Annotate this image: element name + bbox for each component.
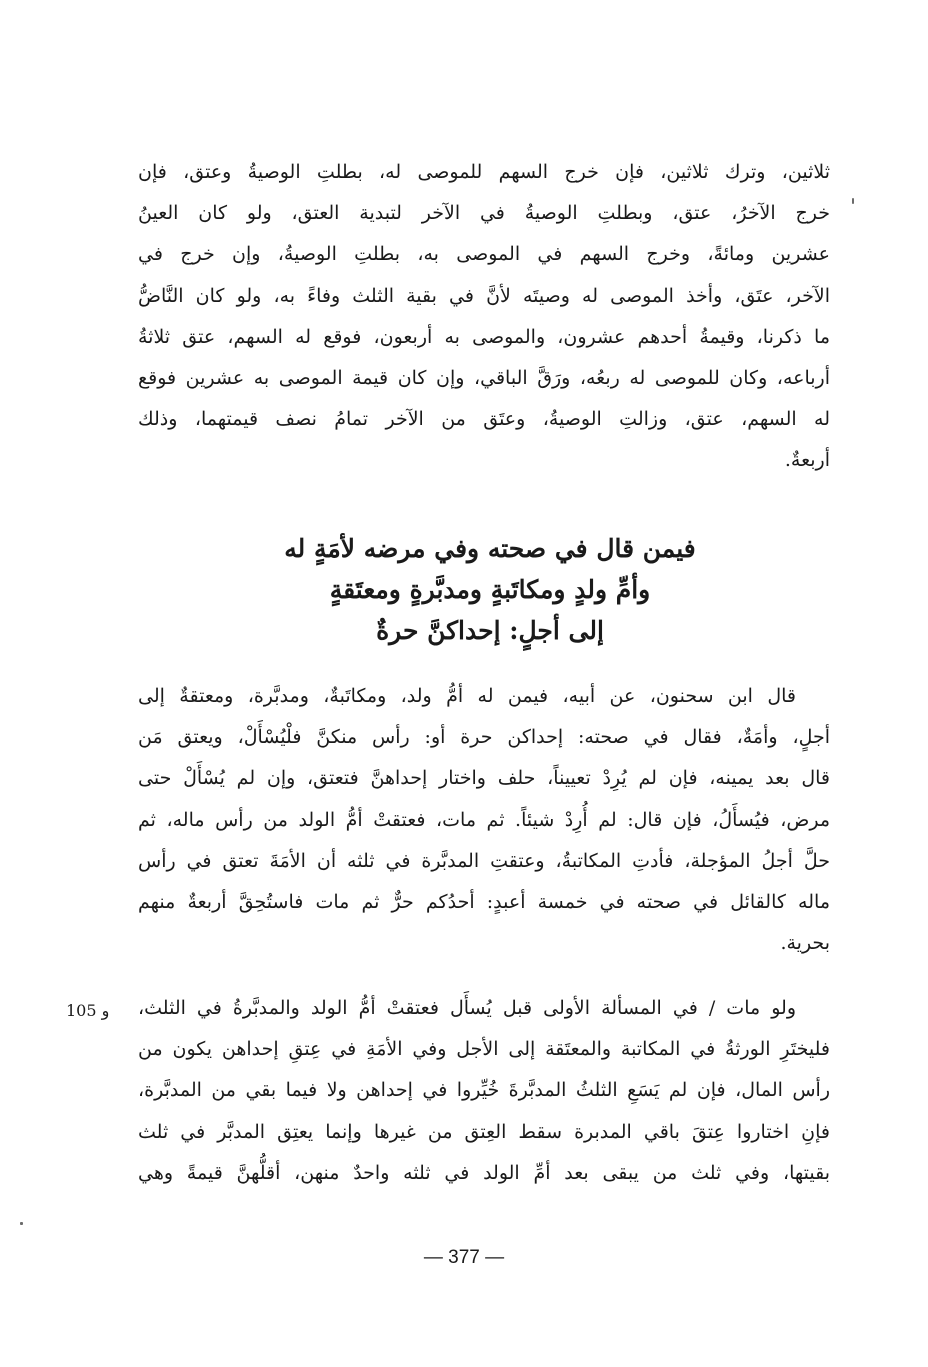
text-line: عشرين ومائةً، وخرج السهم في الموصى به، بطلتِ الوصيةُ، وإن خرج في: [138, 243, 830, 266]
scan-speck: [852, 198, 854, 204]
heading-line: وأمِّ ولدٍ ومكاتَبةٍ ومدبَّرةٍ ومعتَقةٍ: [329, 575, 651, 604]
paragraph-1: [138, 152, 830, 482]
text-line: الآخر، عتَق، وأخذ الموصى له وصيتَه لأنَّ في بقية الثلث وفاءً به، ولو كان النَّاضُّ: [138, 284, 830, 307]
paragraph-3: [138, 988, 830, 1194]
heading-line: فيمن قال في صحته وفي مرضه لأمَةٍ له: [284, 534, 696, 563]
text-line: فليختَرِ الورثةُ في المكاتبة والمعتَقة إلى الأجل وفي الأمَةِ في عِتقِ إحداهن يكون من: [138, 1038, 830, 1061]
text-line: أجلٍ، وأمَةٌ، فقال في صحته: إحداكن حرة أو: رأس منكنَّ فلْيُسْأَلْ، ويعتق مَن: [138, 726, 830, 749]
text-line: أربعةٌ.: [784, 449, 830, 472]
text-line: خرج الآخرُ، عتق، وبطلتِ الوصيةُ في الآخر لتبدية العتق، ولو كان العينُ: [138, 202, 830, 225]
scan-speck: [20, 1222, 23, 1225]
heading-line: إلى أجلٍ: إحداكنَّ حرةٌ: [376, 616, 604, 645]
text-line: ما ذكرنا، وقيمةُ أحدهم عشرون، والموصى به أربعون، فوقع له السهم، عتق ثلاثةُ: [138, 325, 830, 348]
text-line: أرباعه، وكان للموصى له ربعُه، ورَقَّ الباقي، وإن كان قيمة الموصى به عشرين فوقع: [138, 366, 830, 389]
text-line: له السهم، عتق، وزالتِ الوصيةُ، وعتَق من الآخر تمامُ نصف قيمتهما، وذلك: [138, 408, 830, 431]
text-line: فإنِ اختاروا عِتقَ باقي المدبرة سقط العِتق من غيرها وإنما يعتِق المدبَّر في ثلث: [138, 1120, 830, 1143]
margin-note: و 105: [66, 1001, 110, 1020]
text-line: قال ابن سحنون، عن أبيه، فيمن له أمُّ ولد، ومكاتَبةٌ، ومدبَّرة، ومعتقةٌ إلى: [138, 685, 796, 707]
text-line: حلَّ أجلُ المؤجلة، فأدتِ المكاتبةُ، وعتقتِ المدبَّرة في ثلثه أن الأمَةَ تعتق في رأس: [138, 849, 830, 872]
text-line: بقيتها، وفي ثلث من يبقى بعد أمِّ الولد في ثلثه واحدٌ منهن، أقلُّهنَّ قيمةً وهي: [138, 1161, 830, 1184]
section-heading: [200, 528, 780, 651]
text-line: قال بعد يمينه، فإن لم يُرِدْ تعييناً، حلف واختار إحداهنَّ فتعتق، وإن لم يُسْأَلْ حتى: [138, 767, 830, 790]
text-line: رأس المال، فإن لم يَسَعِ الثلثُ المدبَّرةَ خُيِّروا في إحداهن ولا فيما بقي من المدبَّرة،: [138, 1079, 830, 1102]
paragraph-2: [138, 676, 830, 964]
text-line: مرض، فيُسأَلُ، فإن قال: لم أُرِدْ شيئاً. ثم مات، فعتقتْ أمُّ الولد من رأس ماله، ثم: [138, 808, 830, 831]
text-line: ولو مات / في المسألة الأولى قبل يُسأَل فعتقتْ أمُّ الولد والمدبَّرةُ في الثلث،: [138, 997, 796, 1019]
text-line: ثلاثين، وترك ثلاثين، فإن خرج السهم للموصى له، بطلتِ الوصيةُ وعتق، فإن: [138, 161, 830, 183]
text-line: بحرية.: [780, 932, 830, 955]
page-number: — 377 —: [423, 1247, 505, 1268]
text-line: ماله كالقائل في صحته في خمسة أعبدٍ: أحدُكم حرٌّ ثم مات فاستُحِقَّ أربعةٌ منهم: [138, 890, 830, 913]
